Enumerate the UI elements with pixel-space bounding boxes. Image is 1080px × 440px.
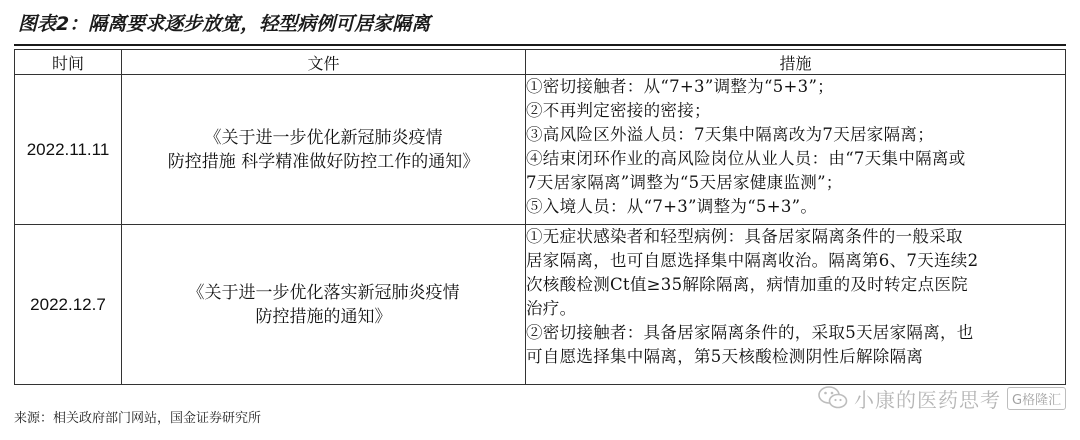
- measure-line: 治疗。: [526, 299, 577, 318]
- measure-line: 7天居家隔离”调整为“5天居家健康监测”；: [526, 173, 843, 192]
- header-measures: 措施: [526, 50, 1066, 75]
- measure-line: ②密切接触者：具备居家隔离条件的，采取5天居家隔离，也: [526, 323, 974, 342]
- figure-title: 图表2：隔离要求逐步放宽，轻型病例可居家隔离: [18, 13, 431, 35]
- header-document: 文件: [122, 50, 526, 75]
- table-row: [15, 225, 1066, 385]
- measure-line: ③高风险区外溢人员：7天集中隔离改为7天居家隔离；: [526, 125, 934, 144]
- watermark-badge: G格隆汇: [1007, 387, 1066, 410]
- measure-line: ②不再判定密接的密接；: [526, 101, 711, 120]
- watermark-text: 小康的医药思考: [854, 387, 1001, 412]
- measure-line: 次核酸检测Ct值≥35解除隔离，病情加重的及时转定点医院: [526, 275, 968, 294]
- header-date: 时间: [15, 50, 122, 75]
- wechat-icon: [818, 385, 848, 411]
- document-line: 《关于进一步优化新冠肺炎疫情: [204, 127, 443, 148]
- policy-table: [14, 49, 1066, 385]
- document-line: 《关于进一步优化落实新冠肺炎疫情: [187, 282, 460, 303]
- measure-line: ①无症状感染者和轻型病例：具备居家隔离条件的一般采取: [526, 227, 963, 246]
- row-measures: [526, 225, 1066, 385]
- document-line: 防控措施的通知》: [255, 306, 392, 327]
- row-document: [122, 225, 526, 385]
- table-header-row: [15, 50, 1066, 75]
- measure-line: 居家隔离，也可自愿选择集中隔离收治。隔离第6、7天连续2: [526, 251, 979, 270]
- table-row: [15, 75, 1066, 225]
- row-date: 2022.11.11: [15, 75, 122, 225]
- row-date: 2022.12.7: [15, 225, 122, 385]
- measure-line: ⑤入境人员：从“7+3”调整为“5+3”。: [526, 197, 818, 216]
- measure-line: ①密切接触者：从“7+3”调整为“5+3”；: [526, 77, 834, 96]
- document-line: 防控措施 科学精准做好防控工作的通知》: [167, 151, 480, 172]
- row-measures: [526, 75, 1066, 225]
- measure-line: ④结束闭环作业的高风险岗位从业人员：由“7天集中隔离或: [526, 149, 966, 168]
- row-document: [122, 75, 526, 225]
- title-rule: [14, 44, 1066, 46]
- measure-line: 可自愿选择集中隔离，第5天核酸检测阴性后解除隔离: [526, 347, 924, 366]
- watermark: [818, 376, 1068, 420]
- source-note: 来源：相关政府部门网站，国金证券研究所: [14, 411, 262, 426]
